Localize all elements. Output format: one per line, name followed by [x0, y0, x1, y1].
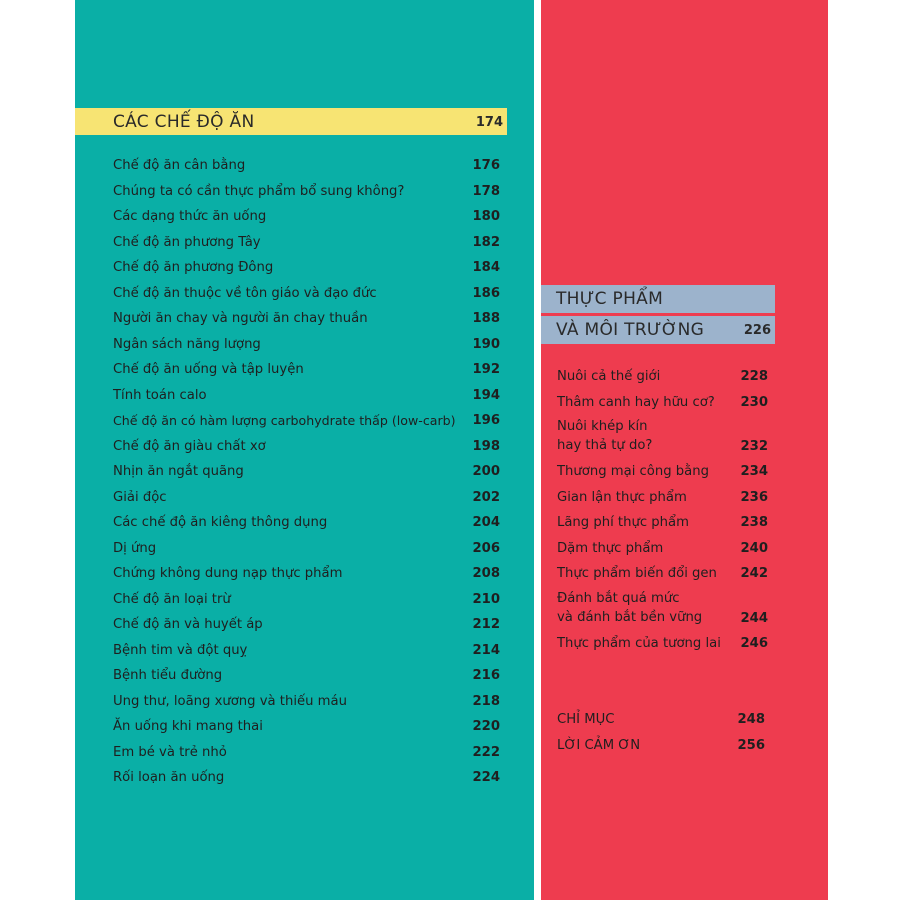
toc-entry-label: Chúng ta có cần thực phẩm bổ sung không?	[113, 183, 405, 199]
toc-entry-label-line1: Đánh bắt quá mức	[557, 591, 680, 606]
toc-entry-label: Bệnh tim và đột quỵ	[113, 642, 248, 658]
toc-entry-label: CHỈ MỤC	[557, 712, 615, 727]
section-header-food-environment[interactable]	[541, 285, 775, 313]
toc-entry-label: Thâm canh hay hữu cơ?	[557, 394, 715, 410]
toc-entry[interactable]	[113, 286, 500, 306]
toc-entry[interactable]	[557, 490, 768, 510]
toc-entry[interactable]	[113, 337, 500, 357]
toc-entry[interactable]	[113, 515, 500, 535]
toc-entry-label: Chế độ ăn loại trừ	[113, 591, 231, 607]
toc-entry-label-line1: Nuôi khép kín	[557, 419, 648, 434]
section-page-number: 226	[743, 323, 771, 338]
toc-entry-label: Thương mại công bằng	[557, 464, 709, 479]
toc-entry-label: Các dạng thức ăn uống	[113, 209, 267, 224]
toc-entry[interactable]	[113, 566, 500, 586]
toc-entry-page: 256	[737, 738, 765, 753]
toc-entry[interactable]	[113, 617, 500, 637]
toc-entry-page: 204	[472, 515, 500, 530]
toc-entry-label-line2: hay thả tự do?	[557, 438, 653, 453]
toc-entry[interactable]	[113, 439, 500, 459]
toc-entry-label: Chế độ ăn cân bằng	[113, 158, 246, 173]
toc-entry-page: 208	[472, 566, 500, 581]
toc-entry-label: Chứng không dung nạp thực phẩm	[113, 566, 343, 581]
toc-entry-page: 206	[472, 540, 500, 556]
toc-entry[interactable]	[557, 515, 768, 535]
toc-entry-page: 212	[472, 617, 500, 632]
section-header-diets[interactable]	[75, 108, 507, 135]
toc-entry-page: 214	[472, 642, 500, 658]
toc-entry[interactable]	[113, 184, 500, 204]
toc-entry-page: 176	[472, 158, 500, 173]
toc-entry[interactable]	[113, 388, 500, 408]
toc-entry[interactable]	[113, 362, 500, 382]
toc-entry-label: Lãng phí thực phẩm	[557, 515, 689, 530]
section-header-food-environment-line2[interactable]	[541, 316, 775, 344]
toc-entry-page: 210	[472, 591, 500, 607]
toc-entry-label: Tính toán calo	[113, 387, 207, 403]
toc-entry-label: Người ăn chay và người ăn chay thuần	[113, 311, 368, 326]
section-title: CÁC CHẾ ĐỘ ĂN	[113, 112, 255, 132]
toc-entry-acknowledgements[interactable]	[557, 738, 765, 758]
toc-entry-page: 246	[740, 636, 768, 651]
toc-entry-label: Thực phẩm của tương lai	[557, 636, 721, 651]
toc-entry-label: Chế độ ăn và huyết áp	[113, 617, 263, 632]
toc-entry-label: Giải độc	[113, 489, 167, 505]
toc-entry[interactable]	[557, 636, 768, 656]
toc-entry-page: 228	[740, 369, 768, 384]
toc-entry-page: 184	[472, 260, 500, 275]
toc-entry[interactable]	[557, 419, 768, 459]
toc-entry-label: Thực phẩm biến đổi gen	[557, 566, 717, 581]
toc-entry[interactable]	[113, 464, 500, 484]
toc-entry[interactable]	[113, 311, 500, 331]
toc-entry-label: Các chế độ ăn kiêng thông dụng	[113, 515, 328, 530]
toc-entry-index[interactable]	[557, 712, 765, 732]
toc-entry-page: 196	[472, 413, 500, 428]
toc-entry[interactable]	[557, 464, 768, 484]
toc-entry[interactable]	[113, 490, 500, 510]
toc-entry-label: Em bé và trẻ nhỏ	[113, 744, 227, 760]
section-title-line1: THỰC PHẨM	[556, 289, 664, 309]
toc-entry[interactable]	[557, 395, 768, 415]
toc-entry[interactable]	[113, 719, 500, 739]
toc-entry[interactable]	[113, 541, 500, 561]
toc-entry-page: 240	[740, 540, 768, 556]
toc-entry-label: Dặm thực phẩm	[557, 540, 664, 556]
toc-entry[interactable]	[113, 592, 500, 612]
toc-entry-label: LỜI CẢM ƠN	[557, 738, 641, 753]
toc-entry-page: 190	[472, 336, 500, 352]
toc-entry-page: 192	[472, 362, 500, 377]
toc-entry-label: Nuôi cả thế giới	[557, 369, 661, 384]
toc-entry-page: 218	[472, 693, 500, 709]
toc-entry-label: Nhịn ăn ngắt quãng	[113, 464, 244, 479]
toc-entry-page: 230	[740, 394, 768, 410]
toc-entry-page: 232	[740, 439, 768, 454]
toc-entry-page: 178	[472, 183, 500, 199]
toc-entry-page: 186	[472, 285, 500, 301]
toc-entry[interactable]	[557, 566, 768, 586]
toc-entry[interactable]	[557, 541, 768, 561]
toc-entry-page: 236	[740, 489, 768, 505]
toc-entry-label: Ăn uống khi mang thai	[113, 719, 263, 734]
toc-entry-page: 220	[472, 719, 500, 734]
toc-entry[interactable]	[113, 770, 500, 790]
toc-entry-page: 202	[472, 489, 500, 505]
toc-entry-label: Chế độ ăn phương Tây	[113, 234, 261, 250]
toc-entry-label: Chế độ ăn uống và tập luyện	[113, 362, 304, 377]
toc-entry[interactable]	[113, 260, 500, 280]
toc-entry-label: Chế độ ăn có hàm lượng carbohydrate thấp (low-carb)	[113, 413, 456, 428]
toc-entry[interactable]	[113, 413, 500, 433]
toc-entry[interactable]	[113, 209, 500, 229]
toc-entry-page: 188	[472, 311, 500, 326]
toc-entry-label: Chế độ ăn giàu chất xơ	[113, 438, 266, 454]
toc-entry-label: Ung thư, loãng xương và thiếu máu	[113, 693, 347, 709]
toc-entry-label: Dị ứng	[113, 540, 157, 556]
toc-entry-page: 216	[472, 668, 500, 683]
toc-entry-page: 242	[740, 566, 768, 581]
toc-entry-page: 248	[737, 712, 765, 727]
toc-entry-label-line2: và đánh bắt bền vững	[557, 610, 703, 625]
toc-entry-page: 198	[472, 438, 500, 454]
toc-entry[interactable]	[113, 694, 500, 714]
toc-entry-label: Ngân sách năng lượng	[113, 336, 261, 352]
toc-entry[interactable]	[557, 369, 768, 389]
toc-entry-page: 222	[472, 744, 500, 760]
section-page-number: 174	[475, 115, 503, 130]
toc-entry-label: Chế độ ăn thuộc về tôn giáo và đạo đức	[113, 285, 377, 301]
toc-entry-label: Bệnh tiểu đường	[113, 668, 223, 683]
toc-entry-page: 200	[472, 464, 500, 479]
toc-entry[interactable]	[113, 643, 500, 663]
section-title-line2: VÀ MÔI TRƯỜNG	[556, 320, 705, 340]
toc-entry-page: 234	[740, 464, 768, 479]
toc-entry[interactable]	[113, 745, 500, 765]
toc-entry[interactable]	[557, 591, 768, 631]
toc-entry-page: 244	[740, 611, 768, 626]
toc-entry-label: Rối loạn ăn uống	[113, 770, 225, 785]
toc-entry-page: 180	[472, 209, 500, 224]
toc-entry-page: 238	[740, 515, 768, 530]
toc-entry-label: Gian lận thực phẩm	[557, 489, 687, 505]
toc-entry-page: 182	[472, 234, 500, 250]
toc-entry[interactable]	[113, 235, 500, 255]
toc-entry-page: 224	[472, 770, 500, 785]
toc-entry-page: 194	[472, 387, 500, 403]
toc-entry[interactable]	[113, 158, 500, 178]
toc-entry-label: Chế độ ăn phương Đông	[113, 260, 274, 275]
toc-entry[interactable]	[113, 668, 500, 688]
